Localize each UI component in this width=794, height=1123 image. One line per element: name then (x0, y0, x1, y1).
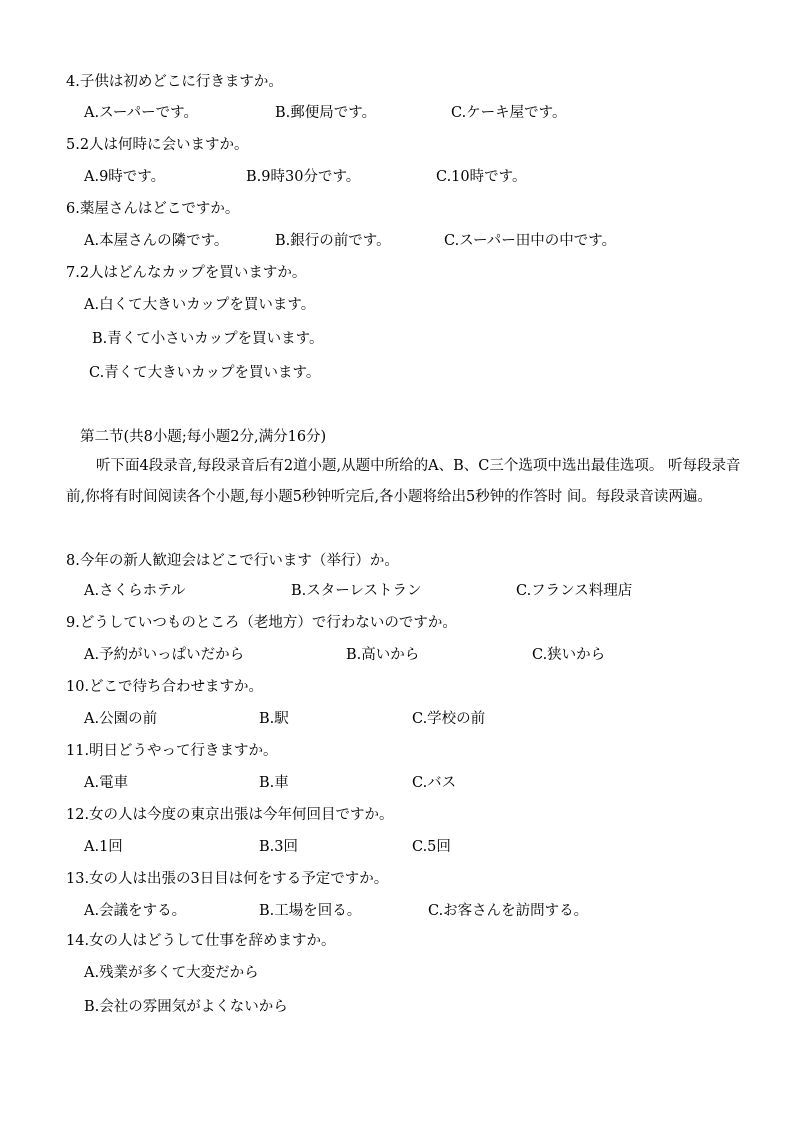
q11-option-a: A.電車 (84, 775, 129, 791)
q4-option-b: B.郵便局です。 (275, 105, 377, 121)
q5-option-c: C.10時です。 (436, 169, 527, 185)
q6-option-b: B.銀行の前です。 (275, 233, 391, 249)
q10-option-c: C.学校の前 (412, 711, 486, 727)
question-13: 13.女の人は出張の3日目は何をする予定ですか。 (66, 871, 389, 887)
q10-option-b: B.駅 (259, 711, 289, 727)
q11-option-c: C.バス (412, 775, 457, 791)
q13-option-a: A.会議をする。 (84, 903, 187, 919)
question-12: 12.女の人は今度の東京出張は今年何回目ですか。 (66, 807, 394, 823)
q14-option-b: B.会社の雰囲気がよくないから (84, 999, 288, 1015)
q9-option-c: C.狭いから (532, 647, 606, 663)
q8-option-c: C.フランス料理店 (516, 583, 633, 599)
q8-option-a: A.さくらホテル (84, 583, 186, 599)
q6-option-a: A.本屋さんの隣です。 (84, 233, 229, 249)
q13-option-b: B.工場を回る。 (259, 903, 362, 919)
question-6: 6.薬屋さんはどこですか。 (66, 201, 240, 217)
q4-option-a: A.スーパーです。 (84, 105, 198, 121)
q5-option-a: A.9時です。 (84, 169, 166, 185)
question-5: 5.2人は何時に会いますか。 (66, 137, 249, 153)
q12-option-a: A.1回 (84, 839, 123, 855)
q7-option-a: A.白くて大きいカップを買います。 (84, 297, 316, 313)
question-4: 4.子供は初めどこに行きますか。 (66, 74, 283, 90)
question-8: 8.今年の新人歓迎会はどこで行います（举行）か。 (66, 553, 399, 569)
q9-option-b: B.高いから (346, 647, 420, 663)
question-9: 9.どうしていつものところ（老地方）で行わないのですか。 (66, 615, 457, 631)
q11-option-b: B.車 (259, 775, 289, 791)
section-2-heading: 第二节(共8小题;每小题2分,满分16分) (80, 429, 327, 445)
q4-option-c: C.ケーキ屋です。 (451, 105, 567, 121)
question-7: 7.2人はどんなカップを買いますか。 (66, 265, 307, 281)
q14-option-a: A.残業が多くて大変だから (84, 965, 259, 981)
q10-option-a: A.公園の前 (84, 711, 158, 727)
question-10: 10.どこで待ち合わせますか。 (66, 679, 264, 695)
q7-option-c: C.青くて大きいカップを買います。 (89, 365, 321, 381)
q13-option-c: C.お客さんを訪問する。 (428, 903, 589, 919)
q5-option-b: B.9時30分です。 (246, 169, 361, 185)
q7-option-b: B.青くて小さいカップを買います。 (92, 331, 324, 347)
q12-option-c: C.5回 (412, 839, 451, 855)
section-2-instructions: 听下面4段录音,每段录音后有2道小题,从题中所给的A、B、C三个选项中选出最佳选项。 听每段录音前,你将有时间阅读各个小题,每小题5秒钟听完后,各小题将给出5秒钟的作答时 间。每段录音读两遍。 (66, 458, 741, 505)
q9-option-a: A.予約がいっぱいだから (84, 647, 245, 663)
q8-option-b: B.スターレストラン (291, 583, 422, 599)
question-11: 11.明日どうやって行きますか。 (66, 743, 278, 759)
q12-option-b: B.3回 (259, 839, 298, 855)
q6-option-c: C.スーパー田中の中です。 (444, 233, 617, 249)
question-14: 14.女の人はどうして仕事を辞めますか。 (66, 933, 336, 949)
